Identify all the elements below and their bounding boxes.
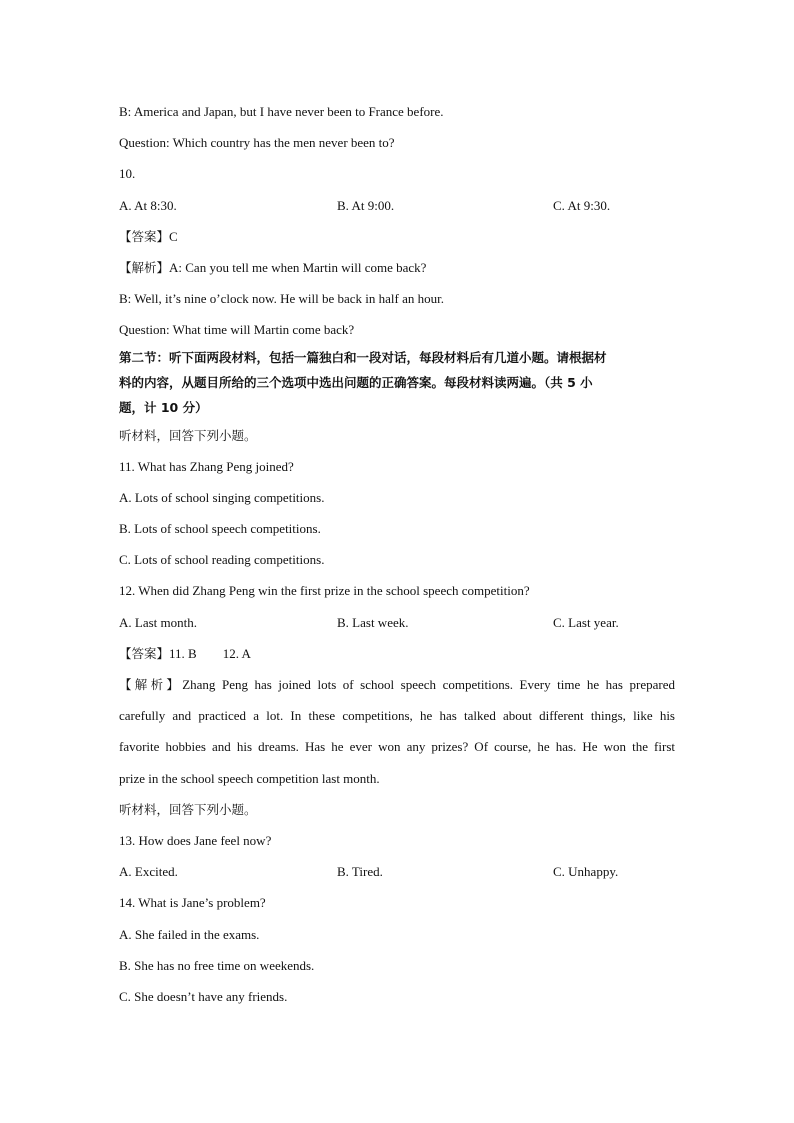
q11-question: 11. What has Zhang Peng joined? [119, 459, 294, 474]
q10-option-a: A. At 8:30. [119, 198, 177, 213]
q14-option-c: C. She doesn’t have any friends. [119, 989, 288, 1004]
analysis-line-3: favorite hobbies and his dreams. Has he ever won any prizes? Of course, he has. He won the first [119, 739, 675, 754]
q13-option-c: C. Unhappy. [553, 864, 619, 879]
q10-question: Question: What time will Martin come back? [119, 322, 355, 337]
instruction-1: 听材料，回答下列小题。 [119, 428, 257, 443]
analysis-label: 【解析】 [119, 677, 183, 692]
q10-option-c: C. At 9:30. [553, 198, 611, 213]
q14-option-a: A. She failed in the exams. [119, 927, 260, 942]
analysis-text: A: Can you tell me when Martin will come back? [169, 260, 427, 275]
q9-answer-b: B: America and Japan, but I have never been to France before. [119, 104, 444, 119]
analysis-line-1 [119, 677, 675, 693]
q13-question: 13. How does Jane feel now? [119, 833, 272, 848]
q9-question: Question: Which country has the men never been to? [119, 135, 395, 150]
q11-12-answer [119, 646, 251, 662]
q12-option-c: C. Last year. [553, 615, 619, 630]
q13-option-a: A. Excited. [119, 864, 178, 879]
q11-option-c: C. Lots of school reading competitions. [119, 552, 325, 567]
section2-line2: 料的内容，从题目所给的三个选项中选出问题的正确答案。每段材料读两遍。（共 5 小 [119, 375, 593, 390]
q11-option-a: A. Lots of school singing competitions. [119, 490, 325, 505]
q14-question: 14. What is Jane’s problem? [119, 895, 266, 910]
q12-question: 12. When did Zhang Peng win the first prize in the school speech competition? [119, 583, 530, 598]
instruction-2: 听材料，回答下列小题。 [119, 802, 257, 817]
q13-option-b: B. Tired. [337, 864, 383, 879]
q10-number: 10. [119, 166, 136, 181]
analysis-line-4: prize in the school speech competition last month. [119, 771, 380, 786]
q10-analysis-a [119, 260, 426, 276]
section2-line3: 题，计 10 分） [119, 400, 208, 415]
q10-answer [119, 229, 178, 245]
q14-option-b: B. She has no free time on weekends. [119, 958, 315, 973]
q10-analysis-b: B: Well, it’s nine o’clock now. He will be back in half an hour. [119, 291, 444, 306]
answer-label: 【答案】 [119, 229, 170, 244]
answer-value: 11. B 12. A [169, 646, 251, 661]
q12-option-b: B. Last week. [337, 615, 409, 630]
answer-value: C [169, 229, 178, 244]
q11-option-b: B. Lots of school speech competitions. [119, 521, 321, 536]
q12-option-a: A. Last month. [119, 615, 197, 630]
q10-option-b: B. At 9:00. [337, 198, 395, 213]
analysis-text: Zhang Peng has joined lots of school speech competitions. Every time he has prepared [182, 677, 675, 692]
analysis-label: 【解析】 [119, 260, 170, 275]
answer-label: 【答案】 [119, 646, 170, 661]
analysis-line-2: carefully and practiced a lot. In these competitions, he has talked about different things, like his [119, 708, 675, 723]
section2-line1: 第二节：听下面两段材料，包括一篇独白和一段对话，每段材料后有几道小题。请根据材 [119, 350, 607, 365]
